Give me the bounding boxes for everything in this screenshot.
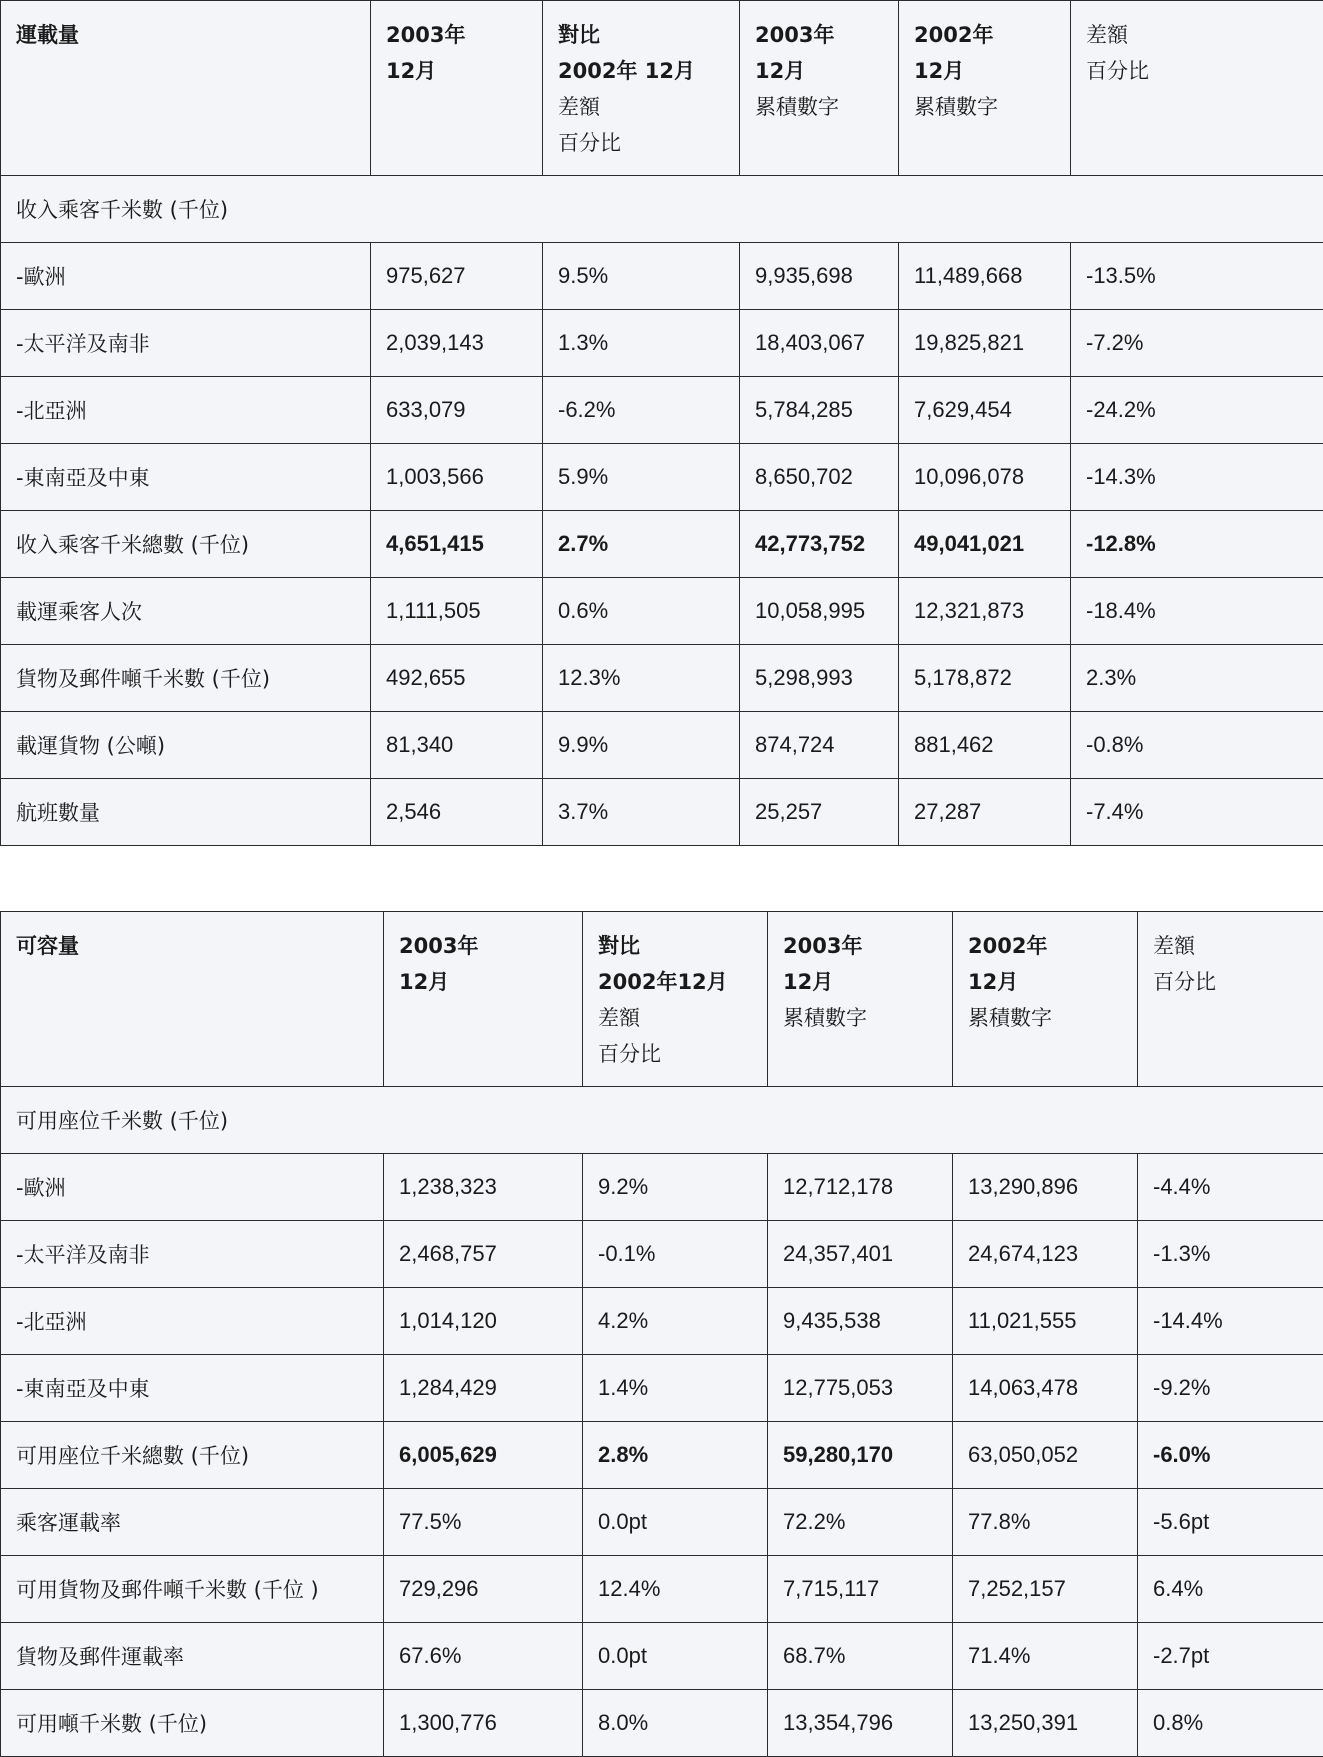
value-cell: 12.4% [583, 1556, 768, 1623]
header-cell-ytd-2003 [740, 1, 899, 176]
table-row [1, 243, 1323, 310]
value-cell: 2.3% [1071, 645, 1323, 712]
value-cell: 3.7% [543, 779, 740, 846]
row-label: 載運貨物 (公噸) [1, 712, 371, 779]
value-cell: 633,079 [371, 377, 543, 444]
value-cell: 6.4% [1138, 1556, 1323, 1623]
section-label: 收入乘客千米數 (千位) [1, 176, 1323, 243]
table-row [1, 1355, 1323, 1422]
row-label: -太平洋及南非 [1, 1221, 384, 1288]
value-cell: -2.7pt [1138, 1623, 1323, 1690]
row-label: -太平洋及南非 [1, 310, 371, 377]
value-cell: 0.0pt [583, 1623, 768, 1690]
value-cell: 0.0pt [583, 1489, 768, 1556]
section-label: 可用座位千米數 (千位) [1, 1087, 1323, 1154]
value-cell: -0.1% [583, 1221, 768, 1288]
row-label: -北亞洲 [1, 1288, 384, 1355]
section-row [1, 1087, 1323, 1154]
header-cell-month-2003 [384, 912, 583, 1087]
value-cell: 0.8% [1138, 1690, 1323, 1757]
table-row [1, 1221, 1323, 1288]
value-cell: 1,300,776 [384, 1690, 583, 1757]
value-cell: 9,935,698 [740, 243, 899, 310]
table-row [1, 779, 1323, 846]
value-cell: 13,250,391 [953, 1690, 1138, 1757]
value-cell: -24.2% [1071, 377, 1323, 444]
value-cell: -14.3% [1071, 444, 1323, 511]
value-cell: 492,655 [371, 645, 543, 712]
row-label: -北亞洲 [1, 377, 371, 444]
value-cell: 2.7% [543, 511, 740, 578]
header-label: 百分比 [1086, 59, 1149, 83]
table-row [1, 1288, 1323, 1355]
value-cell: 1,111,505 [371, 578, 543, 645]
value-cell: 12,321,873 [899, 578, 1071, 645]
table-row [1, 377, 1323, 444]
value-cell: 77.5% [384, 1489, 583, 1556]
traffic-table-body [1, 243, 1323, 846]
value-cell: 11,489,668 [899, 243, 1071, 310]
table-row [1, 310, 1323, 377]
row-label: 乘客運載率 [1, 1489, 384, 1556]
value-cell: 6,005,629 [384, 1422, 583, 1489]
header-cell-metric [1, 912, 384, 1087]
value-cell: 12,775,053 [768, 1355, 953, 1422]
header-cell-ytd-2003 [768, 912, 953, 1087]
value-cell: 2,546 [371, 779, 543, 846]
value-cell: 24,357,401 [768, 1221, 953, 1288]
value-cell: 975,627 [371, 243, 543, 310]
value-cell: 1.3% [543, 310, 740, 377]
header-label: 差額 [558, 95, 600, 119]
header-label: 2002年 12月 [558, 59, 695, 83]
table-header-row [1, 912, 1323, 1087]
header-label: 2002年 [914, 23, 994, 47]
value-cell: -13.5% [1071, 243, 1323, 310]
table-row [1, 712, 1323, 779]
value-cell: 77.8% [953, 1489, 1138, 1556]
value-cell: 5.9% [543, 444, 740, 511]
value-cell: -9.2% [1138, 1355, 1323, 1422]
table-row [1, 1690, 1323, 1757]
value-cell: 7,629,454 [899, 377, 1071, 444]
row-label: -歐洲 [1, 1154, 384, 1221]
value-cell: 874,724 [740, 712, 899, 779]
row-label: 貨物及郵件運載率 [1, 1623, 384, 1690]
header-cell-diff-pct [1138, 912, 1323, 1087]
value-cell: -12.8% [1071, 511, 1323, 578]
row-label: 貨物及郵件噸千米數 (千位) [1, 645, 371, 712]
header-label: 累積數字 [968, 1006, 1052, 1030]
value-cell: 1.4% [583, 1355, 768, 1422]
value-cell: 10,096,078 [899, 444, 1071, 511]
value-cell: 49,041,021 [899, 511, 1071, 578]
value-cell: -7.4% [1071, 779, 1323, 846]
value-cell: 12.3% [543, 645, 740, 712]
header-label: 對比 [558, 23, 600, 47]
value-cell: 7,715,117 [768, 1556, 953, 1623]
row-label: 航班數量 [1, 779, 371, 846]
header-label: 2003年 [399, 934, 479, 958]
value-cell: 9.5% [543, 243, 740, 310]
header-label: 2003年 [783, 934, 863, 958]
header-label: 2002年 [968, 934, 1048, 958]
table-row [1, 578, 1323, 645]
header-label: 累積數字 [914, 95, 998, 119]
value-cell: 25,257 [740, 779, 899, 846]
table-row [1, 1623, 1323, 1690]
value-cell: 729,296 [384, 1556, 583, 1623]
row-label: 載運乘客人次 [1, 578, 371, 645]
value-cell: 9.2% [583, 1154, 768, 1221]
value-cell: 68.7% [768, 1623, 953, 1690]
header-label: 2002年12月 [598, 970, 728, 994]
value-cell: 4.2% [583, 1288, 768, 1355]
value-cell: -14.4% [1138, 1288, 1323, 1355]
value-cell: 42,773,752 [740, 511, 899, 578]
value-cell: 1,284,429 [384, 1355, 583, 1422]
value-cell: 81,340 [371, 712, 543, 779]
value-cell: 9,435,538 [768, 1288, 953, 1355]
value-cell: 63,050,052 [953, 1422, 1138, 1489]
value-cell: -0.8% [1071, 712, 1323, 779]
header-label: 12月 [783, 970, 834, 994]
value-cell: -5.6pt [1138, 1489, 1323, 1556]
table-row [1, 1489, 1323, 1556]
value-cell: 1,003,566 [371, 444, 543, 511]
row-label: 可用座位千米總數 (千位) [1, 1422, 384, 1489]
table-row [1, 1154, 1323, 1221]
row-label: 可用噸千米數 (千位) [1, 1690, 384, 1757]
header-label: 百分比 [558, 131, 621, 155]
header-cell-metric [1, 1, 371, 176]
table-row [1, 1556, 1323, 1623]
value-cell: -1.3% [1138, 1221, 1323, 1288]
header-label: 12月 [755, 59, 806, 83]
header-label: 12月 [399, 970, 450, 994]
value-cell: 4,651,415 [371, 511, 543, 578]
row-label: -東南亞及中東 [1, 444, 371, 511]
value-cell: 8,650,702 [740, 444, 899, 511]
value-cell: 8.0% [583, 1690, 768, 1757]
row-label: 可用貨物及郵件噸千米數 (千位 ) [1, 1556, 384, 1623]
value-cell: 10,058,995 [740, 578, 899, 645]
header-label: 差額 [598, 1006, 640, 1030]
header-label: 差額 [1153, 934, 1195, 958]
value-cell: 9.9% [543, 712, 740, 779]
header-label: 12月 [386, 59, 437, 83]
header-cell-ytd-2002 [953, 912, 1138, 1087]
capacity-table [0, 911, 1323, 1757]
value-cell: 14,063,478 [953, 1355, 1138, 1422]
value-cell: 2.8% [583, 1422, 768, 1489]
value-cell: 5,178,872 [899, 645, 1071, 712]
header-label: 百分比 [598, 1042, 661, 1066]
header-label: 累積數字 [755, 95, 839, 119]
table-row [1, 444, 1323, 511]
row-label: 收入乘客千米總數 (千位) [1, 511, 371, 578]
value-cell: 71.4% [953, 1623, 1138, 1690]
value-cell: 0.6% [543, 578, 740, 645]
header-cell-vs-2002 [543, 1, 740, 176]
value-cell: 13,290,896 [953, 1154, 1138, 1221]
header-label: 2003年 [755, 23, 835, 47]
value-cell: 7,252,157 [953, 1556, 1138, 1623]
header-label: 百分比 [1153, 970, 1216, 994]
value-cell: 1,238,323 [384, 1154, 583, 1221]
value-cell: 13,354,796 [768, 1690, 953, 1757]
header-cell-ytd-2002 [899, 1, 1071, 176]
value-cell: 2,039,143 [371, 310, 543, 377]
value-cell: -18.4% [1071, 578, 1323, 645]
value-cell: 11,021,555 [953, 1288, 1138, 1355]
row-label: -東南亞及中東 [1, 1355, 384, 1422]
value-cell: 12,712,178 [768, 1154, 953, 1221]
value-cell: 27,287 [899, 779, 1071, 846]
table-row [1, 645, 1323, 712]
section-row [1, 176, 1323, 243]
value-cell: 59,280,170 [768, 1422, 953, 1489]
value-cell: 5,298,993 [740, 645, 899, 712]
value-cell: 18,403,067 [740, 310, 899, 377]
header-cell-vs-2002 [583, 912, 768, 1087]
header-cell-diff-pct [1071, 1, 1323, 176]
value-cell: -6.0% [1138, 1422, 1323, 1489]
value-cell: 67.6% [384, 1623, 583, 1690]
header-label: 12月 [914, 59, 965, 83]
header-cell-month-2003 [371, 1, 543, 176]
header-label: 可容量 [16, 934, 79, 958]
value-cell: 72.2% [768, 1489, 953, 1556]
value-cell: 24,674,123 [953, 1221, 1138, 1288]
value-cell: 19,825,821 [899, 310, 1071, 377]
value-cell: 5,784,285 [740, 377, 899, 444]
row-label: -歐洲 [1, 243, 371, 310]
value-cell: 2,468,757 [384, 1221, 583, 1288]
header-label: 12月 [968, 970, 1019, 994]
header-label: 對比 [598, 934, 640, 958]
table-row [1, 1422, 1323, 1489]
value-cell: 881,462 [899, 712, 1071, 779]
traffic-table [0, 0, 1323, 846]
header-label: 運載量 [16, 23, 79, 47]
value-cell: 1,014,120 [384, 1288, 583, 1355]
header-label: 差額 [1086, 23, 1128, 47]
value-cell: -6.2% [543, 377, 740, 444]
header-label: 2003年 [386, 23, 466, 47]
capacity-table-body [1, 1154, 1323, 1757]
value-cell: -7.2% [1071, 310, 1323, 377]
header-label: 累積數字 [783, 1006, 867, 1030]
value-cell: -4.4% [1138, 1154, 1323, 1221]
table-row [1, 511, 1323, 578]
table-header-row [1, 1, 1323, 176]
